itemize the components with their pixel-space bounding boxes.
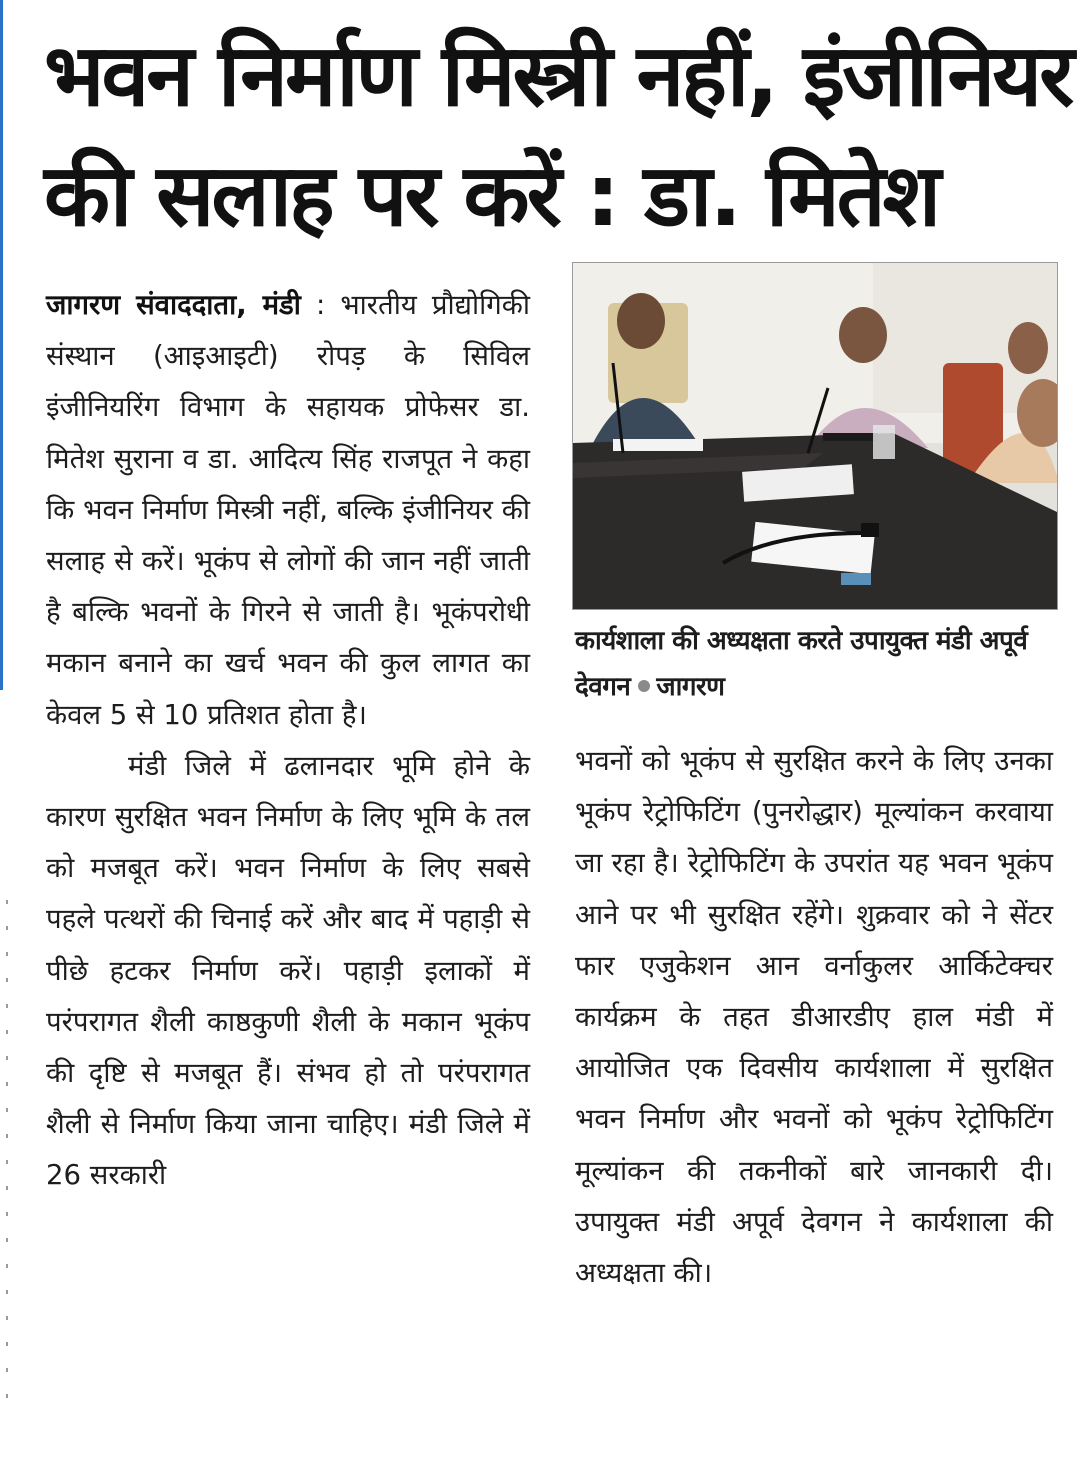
article-paragraph-3: भवनों को भूकंप से सुरक्षित करने के लिए उनका भूकंप रेट्रोफिटिंग (पुनरोद्धार) मूल्यांकन करवाया जा रहा है। रेट्रोफिटिंग के उपरांत यह भवन भूकंप आने पर भी सुरक्षित रहेंगे। शुक्रवार को ने सेंटर फार एजुकेशन आन वर्नाकुलर आर्किटेक्चर कार्यक्रम के तहत डीआरडीए हाल मंडी में आयोजित एक दिवसीय कार्यशाला में सुरक्षित भवन निर्माण और भवनों को भूकंप रेट्रोफिटिंग मूल्यांकन की तकनीकों बारे जानकारी दी। उपायुक्त मंडी अपूर्व देवगन ने कार्यशाला की अध्यक्षता की। bbox=[575, 745, 1053, 1290]
article-paragraph-2: मंडी जिले में ढलानदार भूमि होने के कारण सुरक्षित भवन निर्माण के लिए भूमि के तल को मजबूत करें। भवन निर्माण के लिए सबसे पहले पत्थरों की चिनाई करें और बाद में पहाड़ी से पीछे हटकर निर्माण करें। पहाड़ी इलाकों में परंपरागत शैली काष्ठकुणी शैली के मकान भूकंप की दृष्टि से मजबूत हैं। संभव हो तो परंपरागत शैली से निर्माण किया जाना चाहिए। मंडी जिले में 26 सरकारी bbox=[46, 749, 530, 1192]
lead-paragraph-text: : भारतीय प्रौद्योगिकी संस्थान (आइआइटी) रोपड़ के सिविल इंजीनियरिंग विभाग के सहायक प्रोफेसर डा. मितेश सुराना व डा. आदित्य सिंह राजपूत ने कहा कि भवन निर्माण मिस्त्री नहीं, बल्कि इंजीनियर की सलाह से करें। भूकंप से लोगों की जान नहीं जाती है बल्कि भवनों के गिरने से जाती है। भूकंपरोधी मकान बनाने का खर्च भवन की कुल लागत का केवल 5 से 10 प्रतिशत होता है। bbox=[46, 289, 530, 731]
photo-credit: जागरण bbox=[656, 672, 725, 702]
headline bbox=[44, 16, 1072, 256]
left-edge-marks bbox=[6, 900, 8, 1420]
caption-separator-dot bbox=[638, 680, 650, 692]
article-lead-paragraph bbox=[46, 280, 530, 741]
news-photo bbox=[572, 262, 1058, 610]
byline: जागरण संवाददाता, मंडी bbox=[46, 289, 301, 321]
headline-line-1: भवन निर्माण मिस्त्री नहीं, इंजीनियर bbox=[44, 26, 1072, 126]
photo-caption-text: कार्यशाला की अध्यक्षता करते उपायुक्त मंडी अपूर्व देवगन bbox=[575, 626, 1028, 702]
article-right-column bbox=[575, 736, 1053, 1299]
left-margin-rule bbox=[0, 0, 3, 690]
headline-line-2: की सलाह पर करें : डा. मितेश bbox=[44, 146, 939, 246]
photo-caption bbox=[575, 618, 1057, 710]
meeting-photo-illustration bbox=[573, 263, 1058, 610]
article-left-column bbox=[46, 280, 530, 1202]
